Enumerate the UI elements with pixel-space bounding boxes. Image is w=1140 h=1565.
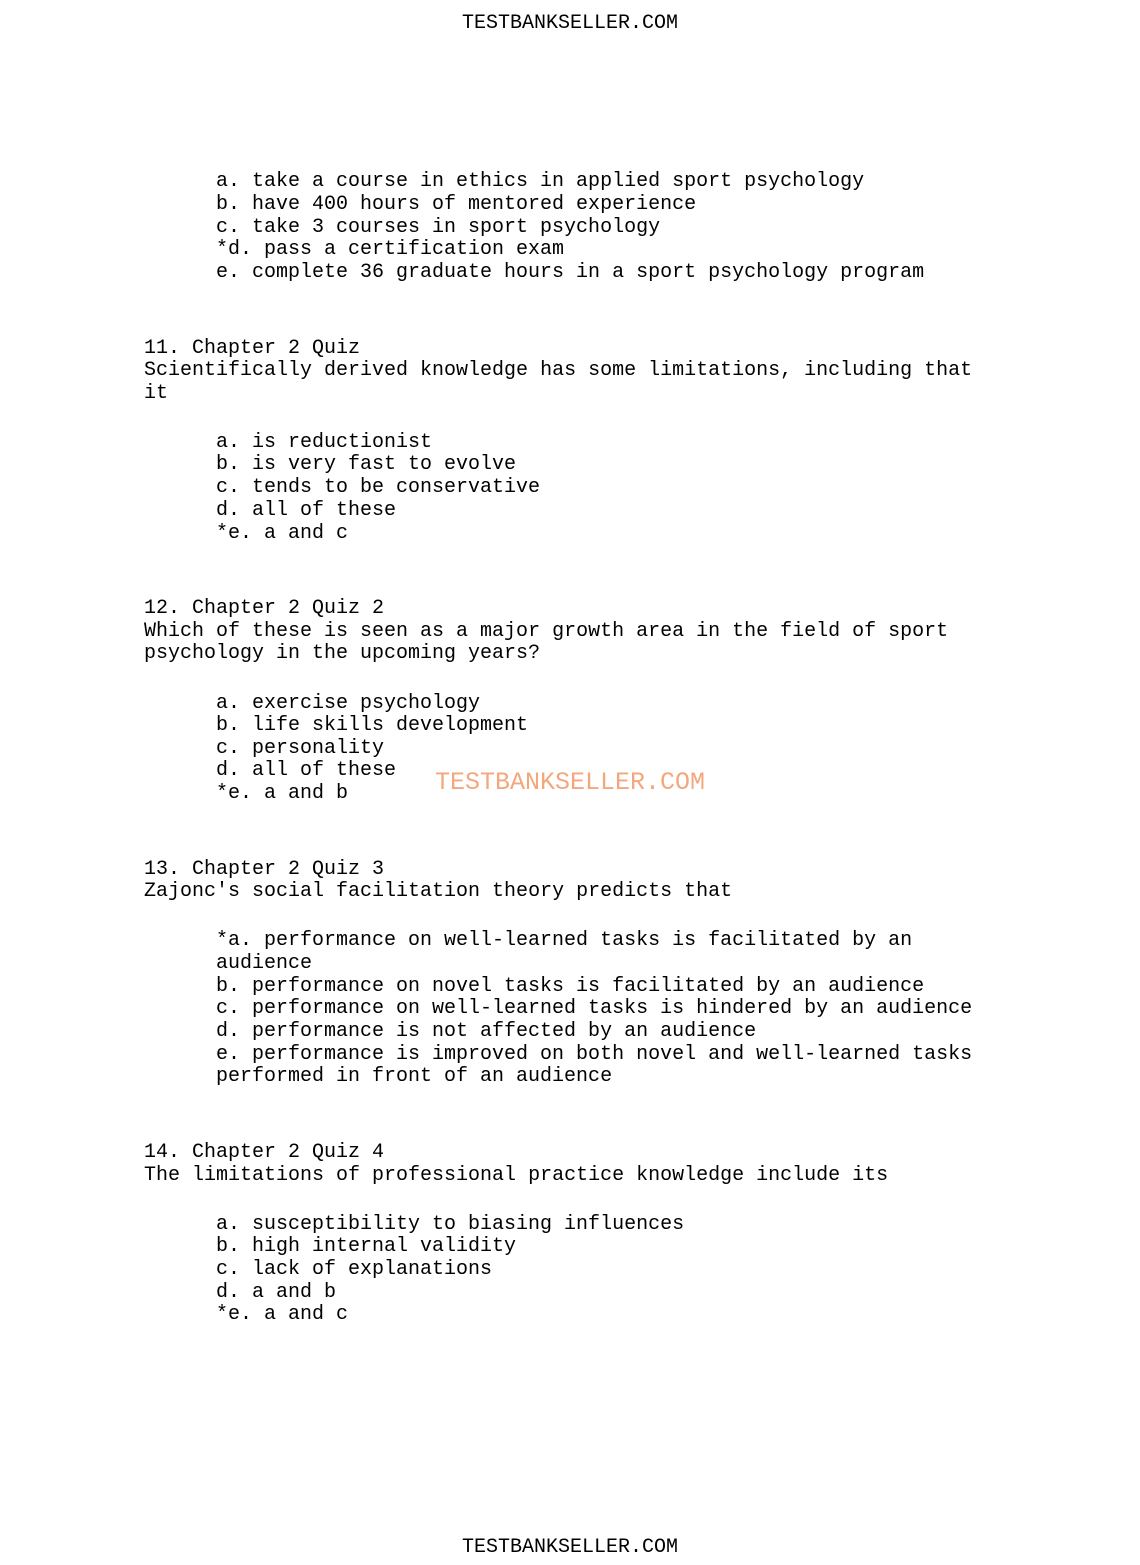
question-14-option-a: a. susceptibility to biasing influences	[216, 1213, 685, 1236]
page-footer: TESTBANKSELLER.COM	[461, 1536, 679, 1559]
prev-option-d: *d. pass a certification exam	[216, 238, 565, 261]
question-13-heading: 13. Chapter 2 Quiz 3	[144, 858, 385, 881]
question-14-option-c: c. lack of explanations	[216, 1258, 493, 1281]
question-14-option-d: d. a and b	[216, 1281, 337, 1304]
question-14-option-b: b. high internal validity	[216, 1235, 517, 1258]
question-13-option-d: d. performance is not affected by an audience	[216, 1020, 757, 1043]
question-13-option-a-cont: audience	[216, 952, 313, 975]
prev-option-a: a. take a course in ethics in applied sport psychology	[216, 170, 865, 193]
question-12-option-a: a. exercise psychology	[216, 692, 481, 715]
question-13-option-b: b. performance on novel tasks is facilitated by an audience	[216, 975, 925, 998]
prev-option-b: b. have 400 hours of mentored experience	[216, 193, 697, 216]
question-11-option-a: a. is reductionist	[216, 431, 433, 454]
question-12-option-c: c. personality	[216, 737, 385, 760]
watermark: TESTBANKSELLER.COM	[434, 768, 706, 797]
prev-option-e: e. complete 36 graduate hours in a sport psychology program	[216, 261, 925, 284]
question-14-stem-line-1: The limitations of professional practice knowledge include its	[144, 1164, 889, 1187]
question-13-option-c: c. performance on well-learned tasks is hindered by an audience	[216, 997, 973, 1020]
question-11-stem-line-1: Scientifically derived knowledge has some limitations, including that	[144, 359, 973, 382]
page-header: TESTBANKSELLER.COM	[461, 12, 679, 35]
question-14-heading: 14. Chapter 2 Quiz 4	[144, 1141, 385, 1164]
question-13-stem-line-1: Zajonc's social facilitation theory predicts that	[144, 880, 733, 903]
question-11-option-d: d. all of these	[216, 499, 397, 522]
question-11-option-c: c. tends to be conservative	[216, 476, 541, 499]
question-12-option-b: b. life skills development	[216, 714, 529, 737]
question-12-option-e: *e. a and b	[216, 782, 349, 805]
question-11-option-b: b. is very fast to evolve	[216, 453, 517, 476]
question-13-option-e-cont: performed in front of an audience	[216, 1065, 613, 1088]
question-11-heading: 11. Chapter 2 Quiz	[144, 337, 361, 360]
question-13-option-a: *a. performance on well-learned tasks is facilitated by an	[216, 929, 913, 952]
question-13-option-e: e. performance is improved on both novel and well-learned tasks	[216, 1043, 973, 1066]
question-11-stem-line-2: it	[144, 382, 169, 405]
question-12-option-d: d. all of these	[216, 759, 397, 782]
question-14-option-e: *e. a and c	[216, 1303, 349, 1326]
question-11-option-e: *e. a and c	[216, 522, 349, 545]
prev-option-c: c. take 3 courses in sport psychology	[216, 216, 661, 239]
question-12-stem-line-2: psychology in the upcoming years?	[144, 642, 541, 665]
question-12-heading: 12. Chapter 2 Quiz 2	[144, 597, 385, 620]
question-12-stem-line-1: Which of these is seen as a major growth area in the field of sport	[144, 620, 949, 643]
